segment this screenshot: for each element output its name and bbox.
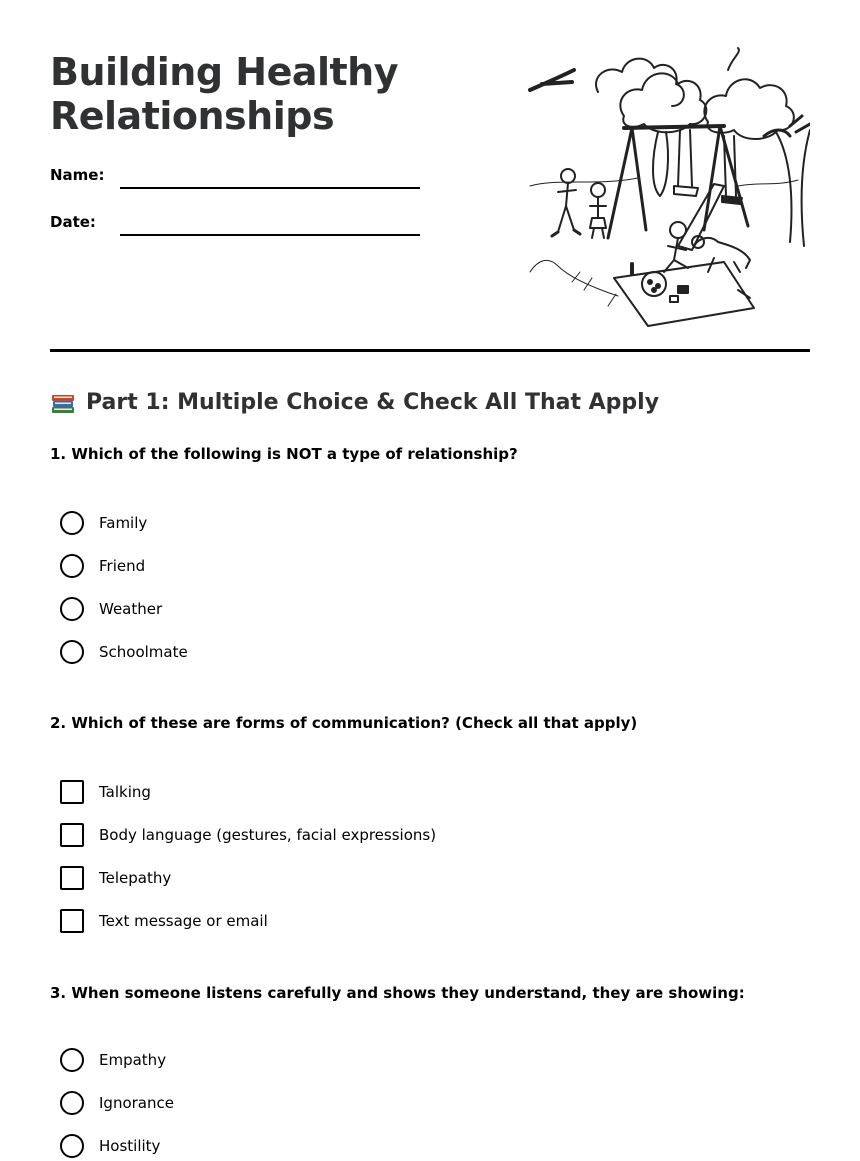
- q2-option-body-language[interactable]: [60, 822, 436, 848]
- worksheet-page: [50, 0, 810, 1155]
- radio-button[interactable]: [60, 554, 84, 578]
- date-label: Date:: [50, 213, 96, 231]
- option-label: Family: [99, 514, 148, 532]
- option-label: Ignorance: [99, 1094, 174, 1112]
- name-label: Name:: [50, 166, 105, 184]
- question-3: 3. When someone listens carefully and shows they understand, they are showing:: [50, 984, 745, 1002]
- option-label: Weather: [99, 600, 163, 618]
- part1-title-text: Part 1: Multiple Choice & Check All That Apply: [86, 390, 660, 415]
- option-label: Text message or email: [99, 912, 268, 930]
- date-field[interactable]: [50, 207, 420, 237]
- radio-button[interactable]: [60, 1048, 84, 1072]
- checkbox[interactable]: [60, 823, 84, 847]
- part1-title: [50, 388, 659, 418]
- page-title: [50, 50, 398, 138]
- q1-option-friend[interactable]: [60, 553, 145, 579]
- radio-button[interactable]: [60, 640, 84, 664]
- option-label: Hostility: [99, 1137, 161, 1155]
- option-label: Telepathy: [99, 869, 172, 887]
- q3-option-ignorance[interactable]: [60, 1090, 174, 1116]
- q1-option-family[interactable]: [60, 510, 147, 536]
- title-line-1: Building Healthy: [50, 50, 399, 94]
- title-line-2: Relationships: [50, 94, 335, 138]
- q2-option-text-message[interactable]: [60, 908, 268, 934]
- option-label: Empathy: [99, 1051, 167, 1069]
- radio-button[interactable]: [60, 1091, 84, 1115]
- checkbox[interactable]: [60, 909, 84, 933]
- name-input-line[interactable]: [120, 187, 420, 189]
- q2-option-telepathy[interactable]: [60, 865, 171, 891]
- name-field[interactable]: [50, 160, 420, 190]
- q3-option-empathy[interactable]: [60, 1047, 166, 1073]
- checkbox[interactable]: [60, 780, 84, 804]
- option-label: Body language (gestures, facial expressions): [99, 826, 437, 844]
- books-icon: [50, 390, 76, 416]
- option-label: Schoolmate: [99, 643, 188, 661]
- radio-button[interactable]: [60, 511, 84, 535]
- q1-option-schoolmate[interactable]: [60, 639, 188, 665]
- date-input-line[interactable]: [120, 234, 420, 236]
- radio-button[interactable]: [60, 597, 84, 621]
- checkbox[interactable]: [60, 866, 84, 890]
- header-divider: [50, 349, 810, 352]
- playground-illustration: [528, 46, 810, 332]
- q1-option-weather[interactable]: [60, 596, 162, 622]
- worksheet-header: [50, 0, 810, 415]
- q3-option-hostility[interactable]: [60, 1133, 160, 1159]
- question-1: 1. Which of the following is NOT a type of relationship?: [50, 445, 518, 463]
- option-label: Talking: [99, 783, 151, 801]
- option-label: Friend: [99, 557, 146, 575]
- q2-option-talking[interactable]: [60, 779, 151, 805]
- question-2: 2. Which of these are forms of communication? (Check all that apply): [50, 714, 638, 732]
- radio-button[interactable]: [60, 1134, 84, 1158]
